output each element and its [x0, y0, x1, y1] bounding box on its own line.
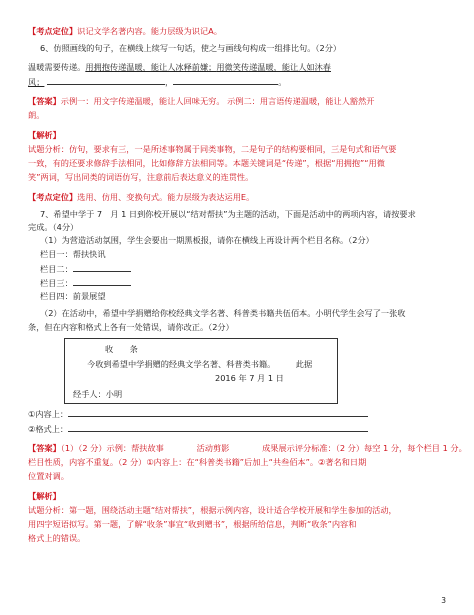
receipt-box — [64, 338, 338, 404]
q7-stem-1: 7、希望中学于 7 月 1 日到你校开展以“结对帮扶”为主题的活动，下面是活动中的两项内容，请按要求 — [40, 209, 416, 219]
q7-answer-line-1 — [28, 443, 467, 454]
column-1: 栏目一：帮扶快讯 — [40, 249, 106, 259]
q6-s1: 温暖需要传递。 — [28, 62, 86, 72]
q6-underlined-1: 用拥抱传递温暖，能让人冰释前嫌； — [85, 62, 217, 72]
q6-blank-1[interactable] — [47, 76, 165, 85]
q6-underlined-3: 风； — [28, 77, 45, 87]
q6-analysis-tag: 【解析】 — [28, 130, 61, 140]
column-3-blank[interactable] — [73, 277, 131, 286]
page-number: 3 — [441, 596, 446, 605]
q7-part2-b: 条，但在内容和格式上各有一处错误，请你改正。（2分） — [28, 322, 234, 332]
q6-answer: 示例一：用文字传递温暖，能让人回味无穷。 示例二：用言语传递温暖，能让人豁然开 — [60, 96, 375, 106]
point-text-2: 选用、仿用、变换句式。能力层级为表达运用E。 — [77, 192, 255, 202]
answer-tag: 【答案】 — [28, 96, 61, 106]
column-2-blank[interactable] — [73, 263, 131, 272]
q7-analysis-3: 格式上的错误。 — [28, 533, 86, 543]
q6-sentence-cont — [28, 76, 286, 88]
q6-answer-line — [28, 96, 375, 107]
answer-point-line-2 — [28, 192, 254, 203]
column-2-label: 栏目二： — [40, 264, 73, 274]
point-tag: 【考点定位】 — [28, 26, 78, 36]
fix-format-blank[interactable] — [68, 423, 368, 432]
q7-answer-tag: 【答案】 — [28, 443, 61, 453]
q6-analysis-2: 一致，有的还要求修辞手法相同，比如修辞方法相同等。本题关键词是“传递”，根据“用拥抱”“用微 — [28, 158, 385, 168]
q7-answer-1: （1）（2 分）示例：帮扶故事 活动剪影 成果展示评分标准：（2 分）每空 1 分，每个栏目 1 分。 — [60, 443, 467, 453]
q7-answer-3: 位置对调。 — [28, 471, 69, 481]
q6-sentence — [28, 62, 331, 73]
q6-answer-cont: 朗。 — [28, 110, 45, 120]
q6-end: 。 — [278, 77, 287, 87]
point-text: 识记文学名著内容。能力层级为识记A。 — [77, 26, 222, 36]
column-4: 栏目四：前景展望 — [40, 291, 106, 301]
column-3-row — [40, 277, 131, 289]
point-tag-2: 【考点定位】 — [28, 192, 78, 202]
fix-format-row — [28, 423, 368, 435]
receipt-date: 2016 年 7 月 1 日 — [215, 373, 284, 383]
q6-analysis-3: 笑”两词，写出同类的词语仿写，注意前后表达意义的连贯性。 — [28, 172, 254, 182]
receipt-title: 收 条 — [105, 344, 138, 354]
q7-answer-2: 栏目性质，内容不重复。（2 分）①内容上：在“科普类书籍”后加上“共叁佰本”。②著名和日期 — [28, 457, 367, 467]
q6-blank-2[interactable] — [173, 76, 278, 85]
column-3-label: 栏目三： — [40, 278, 73, 288]
receipt-signer: 经手人：小明 — [73, 389, 123, 399]
answer-point-line-1 — [28, 26, 222, 37]
q6-stem: 6、仿照画线的句子，在横线上续写一句话，使之与画线句构成一组排比句。（2分） — [40, 43, 342, 53]
q7-stem-2: 完成。（4分） — [28, 222, 79, 232]
q6-underlined-2: 用微笑传递温暖，能让人如沐春 — [216, 62, 331, 72]
q7-analysis-tag: 【解析】 — [28, 491, 61, 501]
fix-content-row — [28, 408, 368, 420]
fix-content-label: ①内容上： — [28, 409, 69, 419]
column-2 — [40, 263, 131, 275]
receipt-body: 今收到希望中学捐赠的经典文学名著、科普类书籍。 此据 — [87, 359, 313, 369]
fix-content-blank[interactable] — [68, 408, 368, 417]
q7-part1: （1）为营造活动氛围，学生会要出一期黑板报，请你在横线上再设计两个栏目名称。（2分） — [40, 235, 374, 245]
q6-analysis-1: 试题分析：仿句，要求有三，一是所述事物属于同类事物，二是句子的结构要相同，三是句式和语气要 — [28, 144, 397, 154]
q7-part2-a: （2）在活动中，希望中学捐赠给你校经典文学名著、科普类书籍共伍佰本。小明代学生会写了一张收 — [40, 308, 406, 318]
q7-analysis-1: 试题分析：第一题，围绕活动主题“结对帮扶”，根据示例内容，设计适合学校开展和学生参加的活动， — [28, 505, 397, 515]
q6-sep: ， — [165, 77, 174, 87]
fix-format-label: ②格式上： — [28, 424, 69, 434]
q7-analysis-2: 用四字短语拟写。第一题，了解“收条”事宜“收到赠书”，根据所给信息，判断“收条”内容和 — [28, 519, 357, 529]
